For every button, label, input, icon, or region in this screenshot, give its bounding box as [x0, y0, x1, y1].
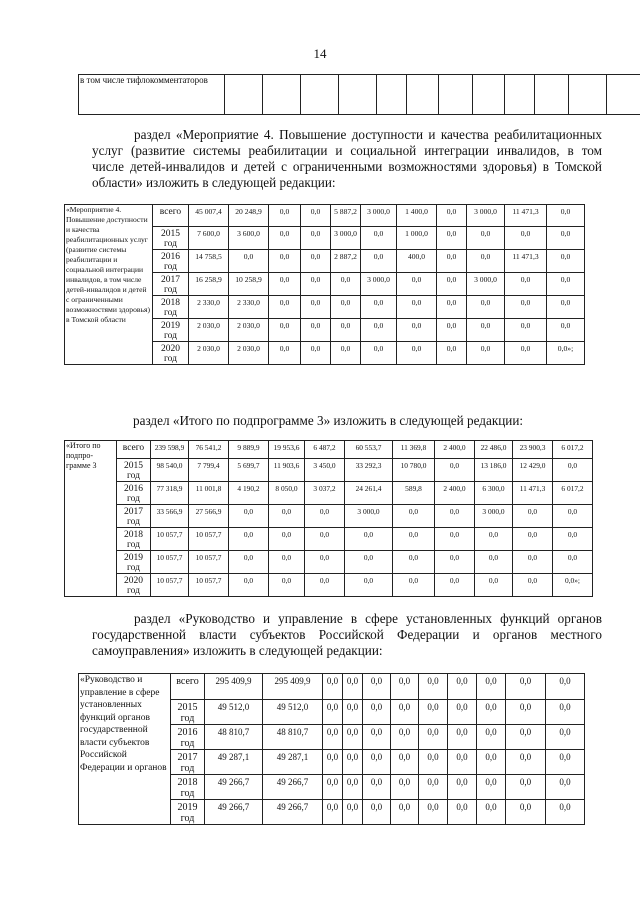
year-cell: 2017 год: [117, 505, 151, 528]
value-cell: 0,0: [467, 227, 505, 250]
value-cell: 0,0: [547, 319, 585, 342]
value-cell: 0,0: [437, 296, 467, 319]
value-cell: 0,0: [363, 775, 391, 800]
value-cell: 0,0: [437, 342, 467, 365]
value-cell: 0,0: [391, 674, 419, 700]
value-cell: 0,0: [269, 273, 301, 296]
data-table: [64, 440, 593, 597]
value-cell: 49 266,7: [205, 775, 263, 800]
value-cell: 0,0: [419, 674, 448, 700]
value-cell: 0,0: [477, 800, 506, 825]
value-cell: 0,0: [506, 725, 546, 750]
value-cell: 0,0: [305, 505, 345, 528]
value-cell: 0,0: [437, 273, 467, 296]
value-cell: 0,0: [269, 528, 305, 551]
value-cell: 33 292,3: [345, 459, 393, 482]
value-cell: 0,0: [361, 319, 397, 342]
value-cell: 0,0: [435, 574, 475, 597]
value-cell: 3 600,0: [229, 227, 269, 250]
value-cell: 239 598,9: [151, 441, 189, 459]
value-cell: 0,0: [323, 725, 343, 750]
value-cell: 98 540,0: [151, 459, 189, 482]
value-cell: 27 566,9: [189, 505, 229, 528]
value-cell: 0,0: [448, 725, 477, 750]
data-table: [78, 673, 585, 825]
value-cell: 0,0: [477, 674, 506, 700]
year-cell: всего: [117, 441, 151, 459]
year-cell: 2019 год: [153, 319, 189, 342]
value-cell: 0,0: [435, 551, 475, 574]
value-cell: 0,0: [363, 800, 391, 825]
value-cell: 0,0: [269, 574, 305, 597]
value-cell: 6 017,2: [553, 441, 593, 459]
value-cell: 0,0: [546, 750, 585, 775]
value-cell: 6 300,0: [475, 482, 513, 505]
year-cell: 2020 год: [153, 342, 189, 365]
value-cell: 0,0: [301, 319, 331, 342]
value-cell: 0,0: [397, 342, 437, 365]
value-cell: 2 887,2: [331, 250, 361, 273]
value-cell: 0,0: [397, 296, 437, 319]
value-cell: 0,0: [547, 205, 585, 227]
value-cell: 11 369,8: [393, 441, 435, 459]
year-cell: 2019 год: [117, 551, 151, 574]
value-cell: 2 400,0: [435, 441, 475, 459]
table-row: [79, 674, 585, 700]
value-cell: 0,0: [269, 319, 301, 342]
year-cell: 2018 год: [153, 296, 189, 319]
value-cell: 0,0: [305, 551, 345, 574]
value-cell: 8 050,0: [269, 482, 305, 505]
value-cell: 6 017,2: [553, 482, 593, 505]
value-cell: 0,0: [363, 725, 391, 750]
value-cell: 0,0: [397, 273, 437, 296]
year-cell: 2015 год: [153, 227, 189, 250]
paragraph-measure-4: [92, 127, 602, 191]
value-cell: 10 780,0: [393, 459, 435, 482]
year-cell: всего: [153, 205, 189, 227]
value-cell: 0,0: [475, 528, 513, 551]
value-cell: 5 699,7: [229, 459, 269, 482]
value-cell: 0,0: [361, 342, 397, 365]
value-cell: 20 248,9: [229, 205, 269, 227]
value-cell: 3 000,0: [467, 205, 505, 227]
value-cell: 2 030,0: [229, 319, 269, 342]
value-cell: 0,0: [301, 250, 331, 273]
value-cell: 0,0: [361, 227, 397, 250]
value-cell: 0,0: [323, 750, 343, 775]
value-cell: 0,0: [363, 674, 391, 700]
value-cell: 0,0: [343, 800, 363, 825]
value-cell: 0,0: [301, 205, 331, 227]
value-cell: 14 758,5: [189, 250, 229, 273]
year-cell: 2018 год: [171, 775, 205, 800]
table-row: [65, 505, 593, 528]
value-cell: 10 057,7: [189, 574, 229, 597]
value-cell: 0,0: [323, 800, 343, 825]
value-cell: 0,0: [305, 528, 345, 551]
value-cell: 49 266,7: [263, 800, 323, 825]
value-cell: 10 057,7: [189, 551, 229, 574]
value-cell: 3 000,0: [361, 273, 397, 296]
value-cell: 0,0: [229, 250, 269, 273]
value-cell: 0,0: [448, 750, 477, 775]
value-cell: 0,0: [343, 725, 363, 750]
year-cell: 2015 год: [117, 459, 151, 482]
value-cell: 0,0: [393, 551, 435, 574]
value-cell: 0,0: [391, 725, 419, 750]
value-cell: 0,0: [506, 750, 546, 775]
year-cell: 2016 год: [117, 482, 151, 505]
table-row: [65, 574, 593, 597]
value-cell: 49 266,7: [263, 775, 323, 800]
value-cell: 0,0: [467, 250, 505, 273]
value-cell: 0,0: [506, 800, 546, 825]
value-cell: 0,0: [361, 250, 397, 273]
value-cell: 0,0: [331, 273, 361, 296]
value-cell: 0,0: [269, 551, 305, 574]
year-cell: 2016 год: [171, 725, 205, 750]
value-cell: 0,0: [546, 674, 585, 700]
page-number: 14: [313, 46, 327, 61]
value-cell: 0,0: [448, 800, 477, 825]
value-cell: 0,0: [301, 296, 331, 319]
value-cell: 48 810,7: [205, 725, 263, 750]
value-cell: 0,0: [391, 750, 419, 775]
year-cell: всего: [171, 674, 205, 700]
value-cell: 49 512,0: [205, 700, 263, 725]
value-cell: 0,0: [513, 574, 553, 597]
value-cell: 0,0: [505, 342, 547, 365]
value-cell: 0,0: [513, 551, 553, 574]
year-cell: 2017 год: [171, 750, 205, 775]
value-cell: 295 409,9: [263, 674, 323, 700]
value-cell: 0,0: [467, 296, 505, 319]
value-cell: 0,0: [437, 319, 467, 342]
value-cell: 0,0: [546, 700, 585, 725]
value-cell: 0,0: [393, 505, 435, 528]
value-cell: 0,0: [361, 296, 397, 319]
value-cell: 0,0: [506, 775, 546, 800]
value-cell: 33 566,9: [151, 505, 189, 528]
value-cell: 11 471,3: [505, 205, 547, 227]
value-cell: 0,0: [435, 459, 475, 482]
value-cell: 0,0: [419, 750, 448, 775]
value-cell: 0,0: [505, 319, 547, 342]
value-cell: 3 000,0: [475, 505, 513, 528]
value-cell: 0,0: [419, 700, 448, 725]
value-cell: 60 553,7: [345, 441, 393, 459]
value-cell: 0,0: [343, 750, 363, 775]
value-cell: 0,0: [553, 459, 593, 482]
value-cell: 23 900,3: [513, 441, 553, 459]
paragraph-line: области» изложить в следующей редакции:: [92, 175, 336, 190]
value-cell: 2 400,0: [435, 482, 475, 505]
paragraph-line: самоуправления» изложить в следующей редакции:: [92, 643, 383, 658]
value-cell: 6 487,2: [305, 441, 345, 459]
value-cell: 0,0: [547, 250, 585, 273]
table-row: [65, 551, 593, 574]
value-cell: 0,0: [331, 319, 361, 342]
paragraph-management: [92, 611, 602, 659]
value-cell: 3 000,0: [467, 273, 505, 296]
value-cell: 589,8: [393, 482, 435, 505]
year-cell: 2015 год: [171, 700, 205, 725]
value-cell: 19 953,6: [269, 441, 305, 459]
value-cell: 0,0: [331, 342, 361, 365]
value-cell: 0,0: [269, 342, 301, 365]
value-cell: 0,0: [547, 273, 585, 296]
value-cell: 2 030,0: [189, 342, 229, 365]
value-cell: 0,0: [397, 319, 437, 342]
value-cell: 0,0: [363, 750, 391, 775]
value-cell: 49 287,1: [263, 750, 323, 775]
value-cell: 295 409,9: [205, 674, 263, 700]
year-cell: 2019 год: [171, 800, 205, 825]
value-cell: 0,0: [505, 227, 547, 250]
value-cell: 0,0: [419, 725, 448, 750]
value-cell: 2 030,0: [229, 342, 269, 365]
value-cell: 2 330,0: [189, 296, 229, 319]
value-cell: 0,0: [331, 296, 361, 319]
year-cell: 2018 год: [117, 528, 151, 551]
value-cell: 16 258,9: [189, 273, 229, 296]
value-cell: 0,0: [553, 528, 593, 551]
value-cell: 5 887,2: [331, 205, 361, 227]
year-cell: 2016 год: [153, 250, 189, 273]
value-cell: 13 186,0: [475, 459, 513, 482]
data-table: [64, 204, 585, 365]
row-label: «Руководство и управление в сфере установленных функций органов государственной власти субъектов Российской Федерации и органов: [79, 674, 171, 825]
value-cell: 49 266,7: [205, 800, 263, 825]
value-cell: 11 903,6: [269, 459, 305, 482]
year-cell: 2020 год: [117, 574, 151, 597]
value-cell: 0,0: [477, 750, 506, 775]
value-cell: 0,0: [546, 800, 585, 825]
value-cell: 0,0: [477, 725, 506, 750]
value-cell: 0,0: [269, 296, 301, 319]
value-cell: 0,0: [345, 574, 393, 597]
paragraph-line: раздел «Руководство и управление в сфере установленных функций органов: [134, 611, 602, 626]
value-cell: 0,0: [419, 800, 448, 825]
value-cell: 0,0: [547, 296, 585, 319]
value-cell: 0,0: [269, 505, 305, 528]
value-cell: 11 471,3: [505, 250, 547, 273]
value-cell: 0,0: [345, 528, 393, 551]
value-cell: 0,0: [391, 700, 419, 725]
value-cell: 0,0: [435, 528, 475, 551]
table-row: [65, 482, 593, 505]
value-cell: 0,0: [475, 551, 513, 574]
value-cell: 0,0: [343, 700, 363, 725]
row-label: в том числе тифлокомментаторов: [79, 75, 225, 115]
year-cell: 2017 год: [153, 273, 189, 296]
value-cell: 49 512,0: [263, 700, 323, 725]
value-cell: 10 057,7: [151, 528, 189, 551]
value-cell: 0,0: [513, 505, 553, 528]
top-table: [78, 74, 640, 115]
value-cell: 0,0»;: [553, 574, 593, 597]
value-cell: 0,0: [477, 700, 506, 725]
value-cell: 0,0: [363, 700, 391, 725]
value-cell: 3 000,0: [361, 205, 397, 227]
value-cell: 0,0: [301, 273, 331, 296]
value-cell: 0,0: [546, 725, 585, 750]
value-cell: 0,0: [229, 551, 269, 574]
value-cell: 10 057,7: [151, 551, 189, 574]
value-cell: 0,0: [448, 700, 477, 725]
value-cell: 0,0: [419, 775, 448, 800]
paragraph-line: раздел «Мероприятие 4. Повышение доступности и качества реабилитационных: [134, 127, 602, 142]
value-cell: 0,0: [343, 775, 363, 800]
value-cell: 7 799,4: [189, 459, 229, 482]
paragraph-line: числе детей-инвалидов и детей с ограниченными возможностями здоровья) в Томской: [92, 159, 602, 174]
value-cell: 49 287,1: [205, 750, 263, 775]
value-cell: 0,0: [448, 775, 477, 800]
value-cell: 0,0: [437, 227, 467, 250]
value-cell: 0,0: [323, 700, 343, 725]
value-cell: 0,0: [448, 674, 477, 700]
value-cell: 0,0: [229, 505, 269, 528]
value-cell: 9 889,9: [229, 441, 269, 459]
value-cell: 0,0: [229, 528, 269, 551]
value-cell: 2 030,0: [189, 319, 229, 342]
value-cell: 10 057,7: [189, 528, 229, 551]
value-cell: 22 486,0: [475, 441, 513, 459]
value-cell: 0,0: [546, 775, 585, 800]
paragraph-line: услуг (развитие системы реабилитации и социальной интеграции инвалидов, в том: [92, 143, 602, 158]
value-cell: 0,0: [391, 800, 419, 825]
value-cell: 0,0: [513, 528, 553, 551]
value-cell: 76 541,2: [189, 441, 229, 459]
value-cell: 0,0: [505, 273, 547, 296]
value-cell: 0,0: [505, 296, 547, 319]
value-cell: 1 000,0: [397, 227, 437, 250]
value-cell: 0,0: [467, 342, 505, 365]
value-cell: 48 810,7: [263, 725, 323, 750]
value-cell: 0,0: [301, 227, 331, 250]
value-cell: 11 471,3: [513, 482, 553, 505]
value-cell: 24 261,4: [345, 482, 393, 505]
value-cell: 7 600,0: [189, 227, 229, 250]
paragraph-line: государственной власти субъектов Российской Федерации и органов местного: [92, 627, 602, 642]
table-row: [65, 205, 585, 227]
row-label: «Мероприятие 4. Повышение доступности и качества реабилитационных услуг (развитие системы реабилитации и социальной интеграции инвалидов, в том числе детей-инвалидов и детей с ограниченными возможностями здоровья) в Томской области: [65, 205, 153, 365]
value-cell: 2 330,0: [229, 296, 269, 319]
table-row: [65, 528, 593, 551]
value-cell: 0,0: [269, 250, 301, 273]
value-cell: 0,0»;: [547, 342, 585, 365]
value-cell: 1 400,0: [397, 205, 437, 227]
value-cell: 11 001,8: [189, 482, 229, 505]
value-cell: 0,0: [343, 674, 363, 700]
value-cell: 0,0: [506, 674, 546, 700]
value-cell: 3 000,0: [331, 227, 361, 250]
value-cell: 0,0: [506, 700, 546, 725]
value-cell: 10 057,7: [151, 574, 189, 597]
value-cell: 4 190,2: [229, 482, 269, 505]
value-cell: 12 429,0: [513, 459, 553, 482]
value-cell: 45 007,4: [189, 205, 229, 227]
value-cell: 3 037,2: [305, 482, 345, 505]
value-cell: 0,0: [393, 528, 435, 551]
row-label: «Итого по подпро-грамме 3: [65, 441, 117, 597]
value-cell: 0,0: [547, 227, 585, 250]
value-cell: 0,0: [269, 205, 301, 227]
value-cell: 10 258,9: [229, 273, 269, 296]
value-cell: 0,0: [229, 574, 269, 597]
value-cell: 0,0: [345, 551, 393, 574]
value-cell: 3 000,0: [345, 505, 393, 528]
value-cell: 0,0: [477, 775, 506, 800]
value-cell: 0,0: [475, 574, 513, 597]
value-cell: 0,0: [393, 574, 435, 597]
value-cell: 77 318,9: [151, 482, 189, 505]
table-row: [65, 459, 593, 482]
paragraph-total-subprogram: раздел «Итого по подпрограмме 3» изложить в следующей редакции:: [133, 413, 524, 428]
value-cell: 0,0: [301, 342, 331, 365]
value-cell: 400,0: [397, 250, 437, 273]
value-cell: 3 450,0: [305, 459, 345, 482]
value-cell: 0,0: [323, 775, 343, 800]
value-cell: 0,0: [323, 674, 343, 700]
value-cell: 0,0: [269, 227, 301, 250]
value-cell: 0,0: [305, 574, 345, 597]
value-cell: 0,0: [437, 250, 467, 273]
value-cell: 0,0: [435, 505, 475, 528]
value-cell: 0,0: [437, 205, 467, 227]
value-cell: 0,0: [467, 319, 505, 342]
value-cell: 0,0: [553, 505, 593, 528]
value-cell: 0,0: [553, 551, 593, 574]
table-row: [65, 441, 593, 459]
value-cell: 0,0: [391, 775, 419, 800]
